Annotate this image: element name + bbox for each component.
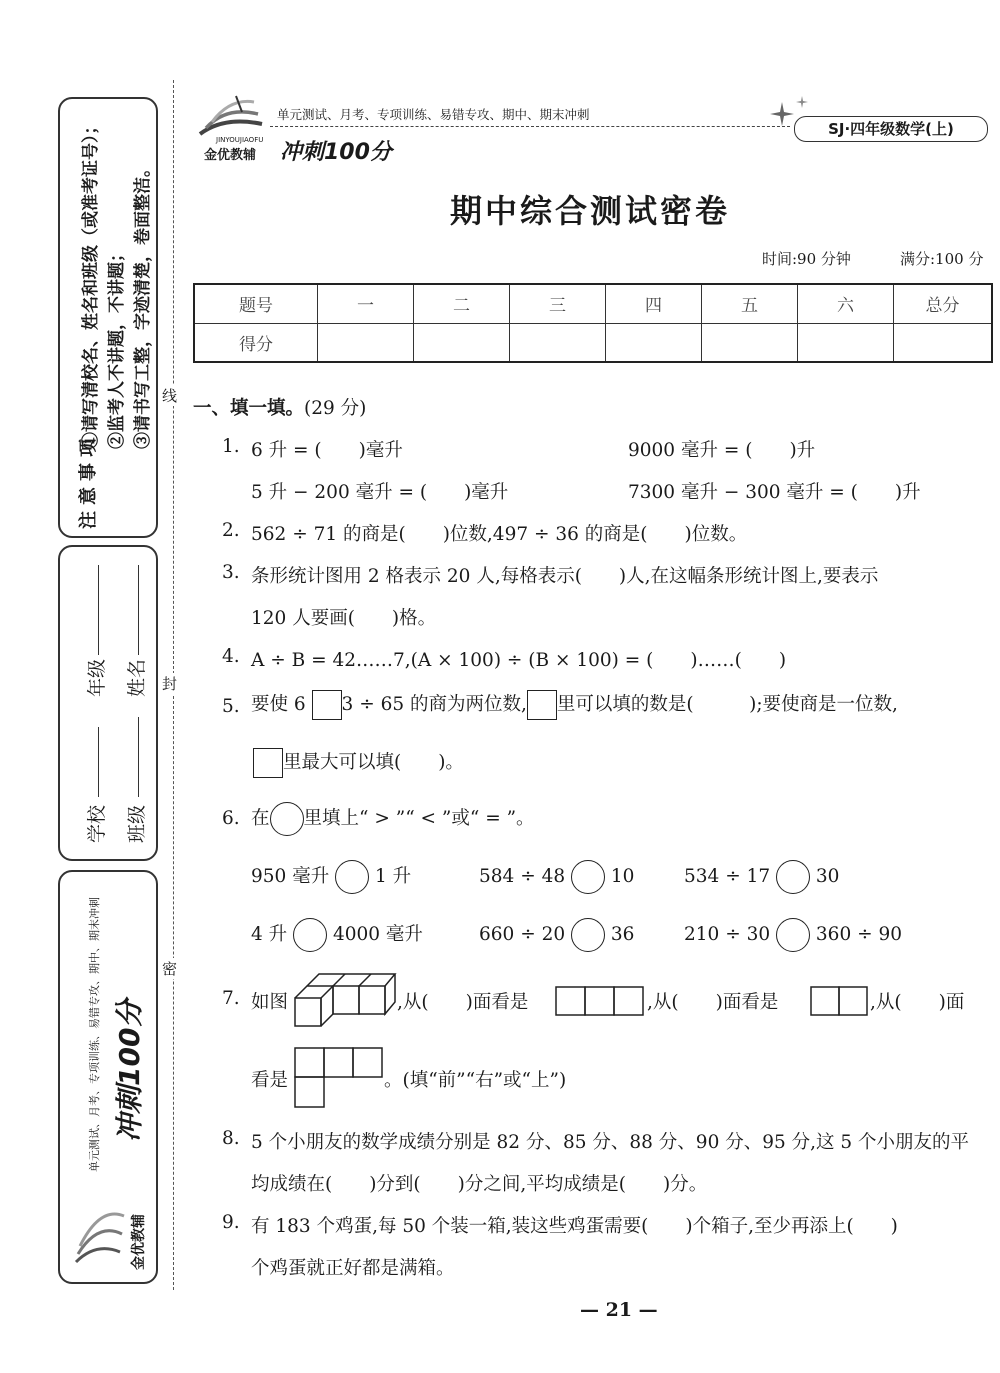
q1-d: 7300 毫升 − 300 毫升 = ( )升 bbox=[628, 482, 921, 503]
school-label: 学校 bbox=[86, 804, 108, 843]
book-logo-icon bbox=[66, 1182, 126, 1272]
q7-part3: ,从( )面看是 bbox=[647, 992, 779, 1013]
notice-line-3: ③请书写工整，字迹清楚，卷面整洁。 bbox=[133, 160, 153, 449]
score-table bbox=[193, 283, 993, 363]
name-line bbox=[138, 565, 139, 655]
book-publisher: 金优教辅 bbox=[131, 1214, 147, 1270]
notice-box bbox=[58, 97, 158, 538]
header-subtitle: 单元测试、月考、专项训练、易错专攻、期中、期末冲刺 bbox=[277, 107, 590, 122]
q6-instruction bbox=[251, 802, 535, 836]
score-table-header-cell: 六 bbox=[798, 284, 894, 323]
q5-line2 bbox=[253, 748, 464, 778]
score-table-header-cell: 总分 bbox=[894, 284, 993, 323]
q6-part2: 里填上“ > ”“ < ”或“ = ”。 bbox=[303, 808, 535, 829]
time-limit: 时间:90 分钟 bbox=[762, 250, 851, 268]
score-cell[interactable] bbox=[798, 323, 894, 362]
grade-line bbox=[98, 565, 99, 655]
q1-a: 6 升 = ( )毫升 bbox=[251, 440, 403, 461]
book-title: 冲刺100分 bbox=[113, 999, 146, 1142]
book-box bbox=[58, 870, 158, 1284]
q6-item: 584 ÷ 48 10 bbox=[479, 860, 634, 894]
cut-word-line: 线 bbox=[162, 387, 178, 405]
q3-line1: 条形统计图用 2 格表示 20 人,每格表示( )人,在这幅条形统计图上,要表示 bbox=[251, 566, 879, 587]
q8-line1: 5 个小朋友的数学成绩分别是 82 分、85 分、88 分、90 分、95 分,这 5 个小朋友的平 bbox=[251, 1132, 970, 1153]
header-divider bbox=[270, 126, 790, 127]
view-front-figure bbox=[555, 986, 645, 1016]
q2-text: 562 ÷ 71 的商是( )位数,497 ÷ 36 的商是( )位数。 bbox=[251, 524, 748, 545]
q1-number: 1. bbox=[222, 436, 240, 457]
header-publisher-pinyin: JINYOUJIAOFU bbox=[216, 136, 264, 144]
class-line bbox=[138, 717, 139, 797]
q5-part2: 3 ÷ 65 的商为两位数, bbox=[341, 694, 527, 715]
compare-circle[interactable] bbox=[571, 860, 605, 894]
notice-line-2: ②监考人不讲题，不讲题； bbox=[107, 245, 127, 449]
header-brand: 冲刺100分 bbox=[280, 140, 392, 165]
q5-part1: 要使 6 bbox=[251, 694, 306, 715]
q7-part1: 如图 bbox=[251, 992, 289, 1013]
score-cell[interactable] bbox=[894, 323, 993, 362]
answer-box[interactable] bbox=[253, 748, 283, 778]
notice-label: 注意事项 bbox=[78, 433, 99, 529]
q6-item: 4 升 4000 毫升 bbox=[251, 918, 423, 952]
section-heading bbox=[193, 394, 366, 420]
q6-item: 950 毫升 1 升 bbox=[251, 860, 411, 894]
grade-label: 年级 bbox=[86, 658, 108, 697]
q8-line2: 均成绩在( )分到( )分之间,平均成绩是( )分。 bbox=[251, 1174, 708, 1195]
score-cell[interactable] bbox=[510, 323, 606, 362]
q5-part4: 里最大可以填( )。 bbox=[283, 752, 464, 773]
q4-text: A ÷ B = 42……7,(A × 100) ÷ (B × 100) = ( )……( ) bbox=[251, 650, 787, 671]
score-table-header-row bbox=[194, 284, 992, 323]
cube-figure bbox=[293, 972, 397, 1028]
notice-line-1: ①请写清校名、姓名和班级（或准考证号）； bbox=[81, 117, 101, 449]
score-table-header-cell: 二 bbox=[414, 284, 510, 323]
q5-line1 bbox=[251, 690, 898, 720]
q7-part2: ,从( )面看是 bbox=[397, 992, 529, 1013]
score-cell[interactable] bbox=[318, 323, 414, 362]
q6-part1: 在 bbox=[251, 808, 270, 829]
compare-circle[interactable] bbox=[776, 918, 810, 952]
answer-box[interactable] bbox=[312, 690, 342, 720]
view-side-figure bbox=[810, 986, 870, 1016]
score-table-header-cell: 一 bbox=[318, 284, 414, 323]
q5-part3: 里可以填的数是( );要使商是一位数, bbox=[556, 694, 898, 715]
q9-line1: 有 183 个鸡蛋,每 50 个装一箱,装这些鸡蛋需要( )个箱子,至少再添上( ) bbox=[251, 1216, 898, 1237]
score-cell[interactable] bbox=[606, 323, 702, 362]
q7-part6: 。(填“前”“右”或“上”) bbox=[384, 1070, 567, 1091]
header-publisher: 金优教辅 bbox=[204, 148, 257, 163]
compare-circle bbox=[270, 802, 304, 836]
q8-number: 8. bbox=[222, 1128, 240, 1149]
cut-word-seal: 封 bbox=[162, 675, 178, 693]
grade-badge: SJ·四年级数学(上) bbox=[794, 116, 988, 142]
compare-circle[interactable] bbox=[571, 918, 605, 952]
section-heading-text: 一、填一填。 bbox=[193, 398, 305, 419]
q2-number: 2. bbox=[222, 520, 240, 541]
answer-box[interactable] bbox=[527, 690, 557, 720]
q3-line2: 120 人要画( )格。 bbox=[251, 608, 437, 629]
score-table-header-cell: 三 bbox=[510, 284, 606, 323]
class-label: 班级 bbox=[126, 804, 148, 843]
q7-part5: 看是 bbox=[251, 1070, 289, 1091]
q9-number: 9. bbox=[222, 1212, 240, 1233]
compare-circle[interactable] bbox=[293, 918, 327, 952]
school-line bbox=[98, 727, 99, 797]
q9-line2: 个鸡蛋就正好都是满箱。 bbox=[251, 1258, 455, 1279]
score-cell[interactable] bbox=[702, 323, 798, 362]
q6-item: 660 ÷ 20 36 bbox=[479, 918, 634, 952]
q1-b: 9000 毫升 = ( )升 bbox=[628, 440, 816, 461]
score-cell[interactable] bbox=[414, 323, 510, 362]
compare-circle[interactable] bbox=[776, 860, 810, 894]
score-table-score-row bbox=[194, 323, 992, 362]
info-box bbox=[58, 545, 158, 861]
cut-word-secret: 密 bbox=[162, 960, 178, 978]
score-table-header-cell: 四 bbox=[606, 284, 702, 323]
book-subtitle: 单元测试、月考、专项训练、易错专攻、期中、期末冲刺 bbox=[88, 897, 101, 1172]
q5-number: 5. bbox=[222, 696, 240, 717]
full-score: 满分:100 分 bbox=[900, 250, 984, 268]
page-title: 期中综合测试密卷 bbox=[449, 192, 730, 230]
q3-number: 3. bbox=[222, 562, 240, 583]
view-top-figure bbox=[294, 1047, 384, 1109]
section-points: (29 分) bbox=[304, 398, 367, 419]
compare-circle[interactable] bbox=[335, 860, 369, 894]
q6-item: 534 ÷ 17 30 bbox=[684, 860, 839, 894]
q6-item: 210 ÷ 30 360 ÷ 90 bbox=[684, 918, 902, 952]
score-row-label: 得分 bbox=[194, 323, 318, 362]
q7-number: 7. bbox=[222, 988, 240, 1009]
score-table-header-cell: 五 bbox=[702, 284, 798, 323]
q1-c: 5 升 − 200 毫升 = ( )毫升 bbox=[251, 482, 509, 503]
q6-number: 6. bbox=[222, 808, 240, 829]
name-label: 姓名 bbox=[126, 658, 148, 697]
q7-part4: ,从( )面 bbox=[870, 992, 965, 1013]
q4-number: 4. bbox=[222, 646, 240, 667]
page-number: — 21 — bbox=[580, 1299, 658, 1321]
score-table-header-cell: 题号 bbox=[194, 284, 318, 323]
